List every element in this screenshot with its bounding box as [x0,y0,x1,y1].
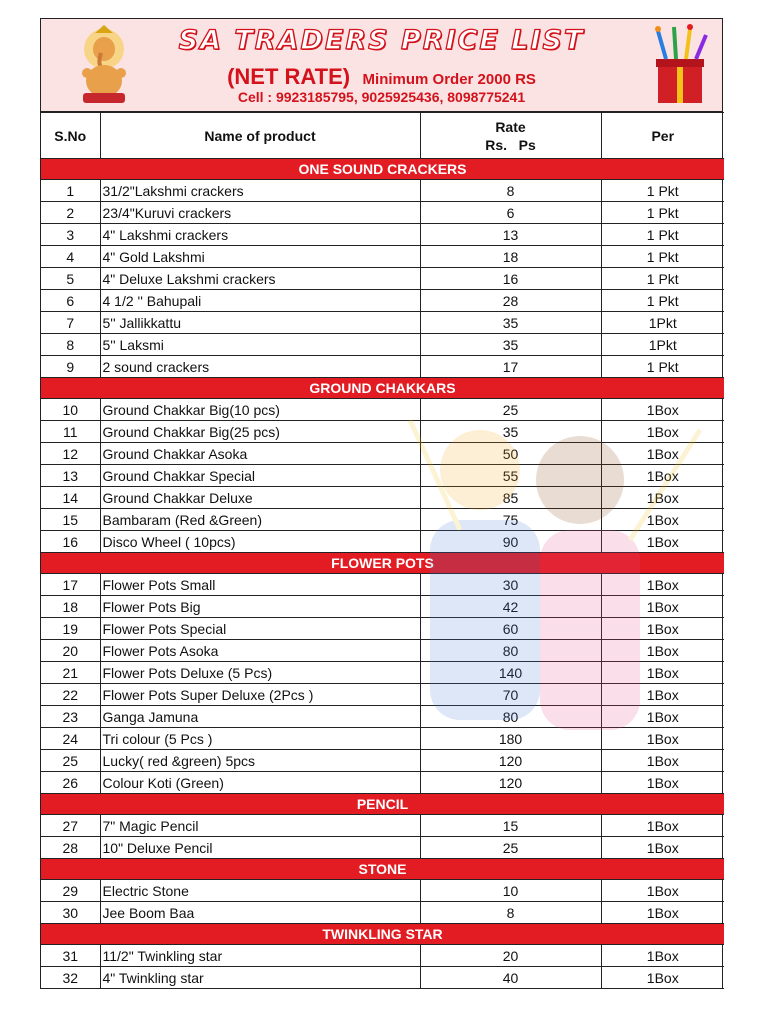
per-unit-cell: 1Box [601,596,724,618]
sno-cell: 21 [41,662,100,684]
sno-cell: 11 [41,421,100,443]
category-row [41,794,724,815]
rate-cell: 8 [420,902,601,924]
per-unit-cell: 1Pkt [601,334,724,356]
sno-cell: 19 [41,618,100,640]
sno-cell: 32 [41,967,100,989]
per-unit-cell: 1 Pkt [601,290,724,312]
table-row [41,967,724,989]
contact-numbers: Cell : 9923185795, 9025925436, 8098775241 [237,89,526,105]
sno-cell: 27 [41,815,100,837]
sno-cell: 18 [41,596,100,618]
category-label: STONE [41,859,724,880]
table-row [41,574,724,596]
per-unit-cell: 1Box [601,618,724,640]
product-name-cell: 10" Deluxe Pencil [100,837,420,859]
per-unit-cell: 1Box [601,815,724,837]
product-name-cell: 4" Gold Lakshmi [100,246,420,268]
table-row [41,618,724,640]
table-row [41,180,724,202]
product-name-cell: 5'' Jallikkattu [100,312,420,334]
table-row [41,662,724,684]
rate-cell: 35 [420,421,601,443]
per-unit-cell: 1Box [601,662,724,684]
sno-cell: 28 [41,837,100,859]
rate-cell: 70 [420,684,601,706]
sno-cell: 7 [41,312,100,334]
table-row [41,880,724,902]
net-rate-label: (NET RATE) [227,64,351,89]
price-list-header [41,19,722,112]
product-name-cell: Electric Stone [100,880,420,902]
product-name-cell: Ground Chakkar Deluxe [100,487,420,509]
sno-cell: 22 [41,684,100,706]
per-unit-cell: 1Box [601,750,724,772]
rate-header-top: Rate [495,118,526,135]
sno-cell: 30 [41,902,100,924]
rate-cell: 55 [420,465,601,487]
product-name-cell: 7" Magic Pencil [100,815,420,837]
price-list-title: SA TRADERS PRICE LIST [178,25,585,56]
product-name-cell: 4" Deluxe Lakshmi crackers [100,268,420,290]
product-name-cell: Flower Pots Deluxe (5 Pcs) [100,662,420,684]
per-unit-cell: 1 Pkt [601,246,724,268]
sno-cell: 20 [41,640,100,662]
per-unit-cell: 1 Pkt [601,356,724,378]
sno-cell: 16 [41,531,100,553]
per-unit-cell: 1Box [601,967,724,989]
sno-cell: 8 [41,334,100,356]
column-header-sno: S.No [41,113,100,159]
product-name-cell: 4" Twinkling star [100,967,420,989]
product-name-cell: 4 1/2 '' Bahupali [100,290,420,312]
sno-cell: 9 [41,356,100,378]
table-row [41,334,724,356]
table-row [41,837,724,859]
table-row [41,750,724,772]
table-row [41,684,724,706]
rate-cell: 50 [420,443,601,465]
rate-cell: 120 [420,772,601,794]
per-unit-cell: 1Box [601,574,724,596]
rate-cell: 140 [420,662,601,684]
per-unit-cell: 1Box [601,421,724,443]
sno-cell: 3 [41,224,100,246]
rate-cell: 30 [420,574,601,596]
category-row [41,159,724,180]
table-row [41,268,724,290]
table-row [41,772,724,794]
per-unit-cell: 1Box [601,465,724,487]
per-unit-cell: 1Box [601,728,724,750]
table-row [41,487,724,509]
product-name-cell: 5'' Laksmi [100,334,420,356]
product-name-cell: Colour Koti (Green) [100,772,420,794]
rate-header-bottom: Rs. Ps [485,136,536,153]
sno-cell: 4 [41,246,100,268]
product-name-cell: Ganga Jamuna [100,706,420,728]
per-unit-cell: 1Box [601,509,724,531]
table-row [41,246,724,268]
product-name-cell: Ground Chakkar Asoka [100,443,420,465]
rate-cell: 25 [420,837,601,859]
rate-cell: 28 [420,290,601,312]
sno-cell: 17 [41,574,100,596]
price-table [41,112,724,989]
category-row [41,859,724,880]
sno-cell: 12 [41,443,100,465]
table-row [41,728,724,750]
category-row [41,378,724,399]
rate-cell: 10 [420,880,601,902]
sno-cell: 25 [41,750,100,772]
table-row [41,465,724,487]
rate-cell: 180 [420,728,601,750]
rate-cell: 42 [420,596,601,618]
rate-cell: 40 [420,967,601,989]
rate-cell: 13 [420,224,601,246]
sno-cell: 26 [41,772,100,794]
table-row [41,356,724,378]
rate-cell: 80 [420,640,601,662]
minimum-order-label: Minimum Order 2000 RS [362,71,536,88]
per-unit-cell: 1Box [601,945,724,967]
sno-cell: 29 [41,880,100,902]
sno-cell: 5 [41,268,100,290]
column-header-per: Per [601,113,724,159]
table-row [41,945,724,967]
price-table-body [41,159,724,989]
column-header-rate [420,113,601,159]
table-row [41,509,724,531]
price-list-sheet [40,18,723,989]
sno-cell: 15 [41,509,100,531]
product-name-cell: Ground Chakkar Big(25 pcs) [100,421,420,443]
rate-cell: 25 [420,399,601,421]
category-label: GROUND CHAKKARS [41,378,724,399]
rate-cell: 35 [420,334,601,356]
product-name-cell: 4" Lakshmi crackers [100,224,420,246]
rate-cell: 20 [420,945,601,967]
rate-cell: 120 [420,750,601,772]
per-unit-cell: 1Box [601,399,724,421]
per-unit-cell: 1Box [601,443,724,465]
table-row [41,224,724,246]
sno-cell: 14 [41,487,100,509]
rate-cell: 16 [420,268,601,290]
product-name-cell: Flower Pots Big [100,596,420,618]
product-name-cell: Disco Wheel ( 10pcs) [100,531,420,553]
table-row [41,443,724,465]
product-name-cell: 2 sound crackers [100,356,420,378]
rate-cell: 35 [420,312,601,334]
rate-cell: 8 [420,180,601,202]
table-row [41,421,724,443]
product-name-cell: Flower Pots Super Deluxe (2Pcs ) [100,684,420,706]
sno-cell: 24 [41,728,100,750]
fireworks-gift-box-image [644,23,714,107]
table-row [41,902,724,924]
per-unit-cell: 1 Pkt [601,202,724,224]
product-name-cell: Ground Chakkar Special [100,465,420,487]
per-unit-cell: 1Pkt [601,312,724,334]
category-label: TWINKLING STAR [41,924,724,945]
table-header-row [41,113,724,159]
product-name-cell: Flower Pots Asoka [100,640,420,662]
per-unit-cell: 1 Pkt [601,268,724,290]
product-name-cell: Lucky( red &green) 5pcs [100,750,420,772]
sno-cell: 23 [41,706,100,728]
product-name-cell: Tri colour (5 Pcs ) [100,728,420,750]
product-name-cell: Jee Boom Baa [100,902,420,924]
rate-cell: 90 [420,531,601,553]
rate-cell: 17 [420,356,601,378]
category-label: FLOWER POTS [41,553,724,574]
per-unit-cell: 1 Pkt [601,180,724,202]
category-row [41,924,724,945]
rate-cell: 15 [420,815,601,837]
table-row [41,596,724,618]
per-unit-cell: 1Box [601,837,724,859]
category-label: ONE SOUND CRACKERS [41,159,724,180]
table-row [41,399,724,421]
per-unit-cell: 1Box [601,706,724,728]
table-row [41,290,724,312]
product-name-cell: Ground Chakkar Big(10 pcs) [100,399,420,421]
table-row [41,815,724,837]
product-name-cell: 11/2" Twinkling star [100,945,420,967]
category-row [41,553,724,574]
per-unit-cell: 1Box [601,684,724,706]
per-unit-cell: 1Box [601,772,724,794]
category-label: PENCIL [41,794,724,815]
rate-cell: 80 [420,706,601,728]
sno-cell: 10 [41,399,100,421]
net-rate-line [41,64,722,90]
sno-cell: 31 [41,945,100,967]
table-row [41,312,724,334]
sno-cell: 2 [41,202,100,224]
product-name-cell: Flower Pots Small [100,574,420,596]
per-unit-cell: 1Box [601,531,724,553]
per-unit-cell: 1Box [601,880,724,902]
product-name-cell: Flower Pots Special [100,618,420,640]
per-unit-cell: 1Box [601,487,724,509]
table-row [41,531,724,553]
per-unit-cell: 1 Pkt [601,224,724,246]
sno-cell: 13 [41,465,100,487]
rate-cell: 75 [420,509,601,531]
rate-cell: 18 [420,246,601,268]
product-name-cell: 31/2"Lakshmi crackers [100,180,420,202]
sno-cell: 6 [41,290,100,312]
table-row [41,640,724,662]
table-row [41,706,724,728]
rate-cell: 60 [420,618,601,640]
product-name-cell: 23/4"Kuruvi crackers [100,202,420,224]
sno-cell: 1 [41,180,100,202]
per-unit-cell: 1Box [601,902,724,924]
per-unit-cell: 1Box [601,640,724,662]
column-header-name: Name of product [100,113,420,159]
table-row [41,202,724,224]
rate-cell: 6 [420,202,601,224]
product-name-cell: Bambaram (Red &Green) [100,509,420,531]
rate-cell: 85 [420,487,601,509]
